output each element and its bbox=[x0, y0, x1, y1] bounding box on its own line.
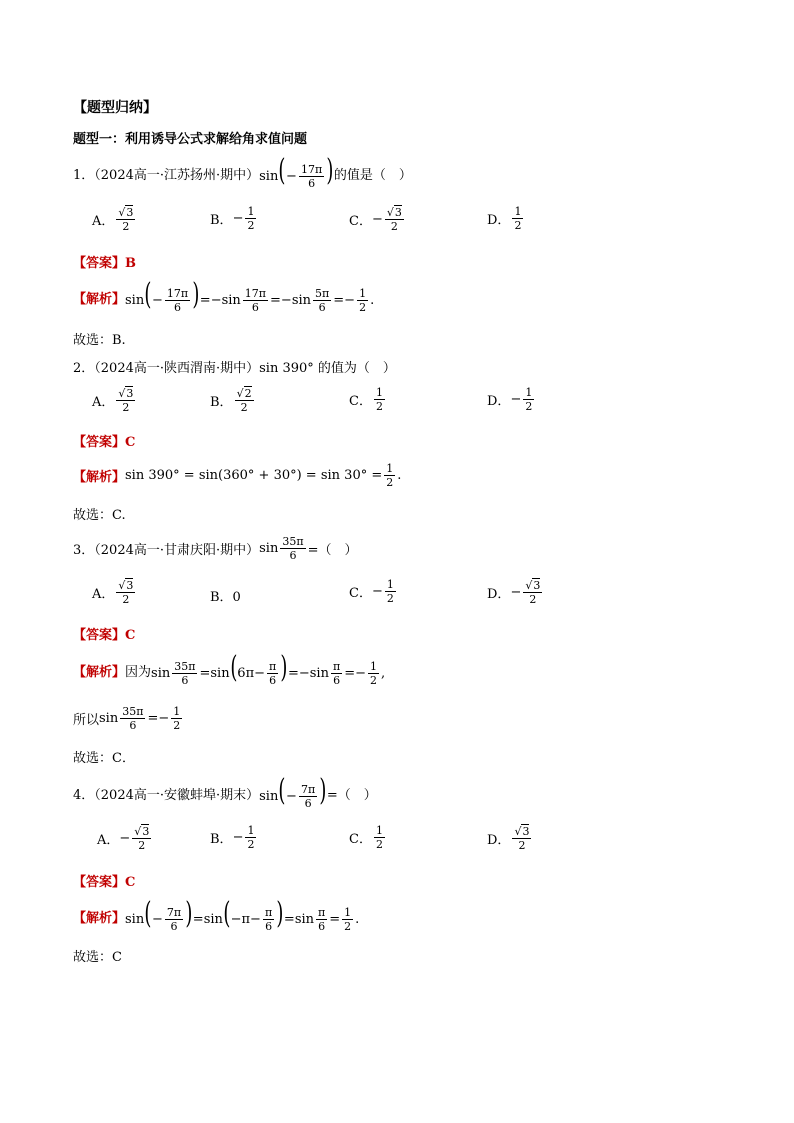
q3-conclusion: 故选：C． bbox=[73, 751, 135, 766]
question-1-suffix: 的值是（ ） bbox=[333, 167, 412, 183]
q2-conclusion: 故选：C. bbox=[73, 508, 126, 523]
section-heading: 【题型归纳】 bbox=[73, 100, 157, 116]
q3-option-d[interactable]: D． − √ $\frac{3}{2}$ bbox=[487, 578, 544, 606]
question-3: 3．（2024高一·甘肃庆阳·期中） sin $\frac{35\pi}{6}$ =（ ） bbox=[73, 534, 358, 562]
q1-option-a[interactable]: A． √ $\frac{3}{2}$ bbox=[92, 205, 137, 233]
question-2: 2．（2024高一·陕西渭南·期中）sin 390° 的值为（ ） bbox=[73, 361, 396, 376]
q4-option-c[interactable]: C． $\frac{1}{2}$ bbox=[349, 824, 383, 851]
q4-conclusion: 故选：C bbox=[73, 950, 122, 965]
q4-analysis: 【解析】 sin(− $\frac{7\pi}{6}$ )=sin(−π− $\frac{\pi}{6}$ )=sin $\frac{\pi}{6}$ = $\frac{1}{2}$ . bbox=[73, 896, 360, 933]
question-1 bbox=[73, 153, 412, 190]
q2-option-c[interactable]: C． $\frac{1}{2}$ bbox=[349, 386, 383, 413]
q2-option-b[interactable]: B． √ $\frac{2}{2}$ bbox=[210, 386, 256, 414]
q2-analysis: 【解析】 sin 390° = sin(360° + 30°) = sin 30° = $\frac{1}{2}$ . bbox=[73, 461, 402, 489]
q4-answer: 【答案】C bbox=[73, 875, 136, 890]
q3-therefore: 所以 sin $\frac{35\pi}{6}$ =− $\frac{1}{2}$ bbox=[73, 704, 181, 732]
q4-option-b[interactable]: B． − $\frac{1}{2}$ bbox=[210, 824, 255, 851]
q1-option-d[interactable]: D． $\frac{1}{2}$ bbox=[487, 205, 522, 232]
q3-option-a[interactable]: A． √ $\frac{3}{2}$ bbox=[92, 578, 137, 606]
q3-analysis: 【解析】 因为 sin $\frac{35\pi}{6}$ =sin(6π− $\frac{\pi}{6}$ )=−sin $\frac{\pi}{6}$ =− $\frac{1}{2}$ , bbox=[73, 650, 386, 687]
q1-analysis: 【解析】 sin(− $\frac{17\pi}{6}$ )=−sin $\frac{17\pi}{6}$ =−sin $\frac{5\pi}{6}$ =− $\frac{1}{2}$ . bbox=[73, 277, 375, 314]
q1-option-c[interactable]: C． − √ $\frac{3}{2}$ bbox=[349, 205, 406, 233]
q4-option-a[interactable]: A． − √ $\frac{3}{2}$ bbox=[97, 824, 153, 852]
q2-option-d[interactable]: D． − $\frac{1}{2}$ bbox=[487, 386, 533, 413]
q2-option-a[interactable]: A． √ $\frac{3}{2}$ bbox=[92, 386, 137, 414]
q4-option-d[interactable]: D． √ $\frac{3}{2}$ bbox=[487, 824, 533, 852]
question-1-prefix: 1．（2024高一·江苏扬州·期中） bbox=[73, 167, 260, 183]
question-4: 4．（2024高一·安徽蚌埠·期末） sin(− $\frac{7\pi}{6}$ ) =（ ） bbox=[73, 773, 377, 810]
q1-option-b[interactable]: B． − $\frac{1}{2}$ bbox=[210, 205, 255, 232]
question-1-expr: sin(− $\frac{17\pi}{6}$ ) bbox=[259, 153, 334, 190]
q2-answer: 【答案】C bbox=[73, 435, 136, 450]
q3-option-b[interactable]: B．0 bbox=[210, 590, 241, 605]
q3-option-c[interactable]: C． − $\frac{1}{2}$ bbox=[349, 578, 394, 605]
q3-answer: 【答案】C bbox=[73, 628, 136, 643]
subsection-heading: 题型一：利用诱导公式求解给角求值问题 bbox=[73, 132, 308, 147]
q1-conclusion: 故选：B. bbox=[73, 333, 126, 348]
q1-answer: 【答案】B bbox=[73, 256, 137, 271]
